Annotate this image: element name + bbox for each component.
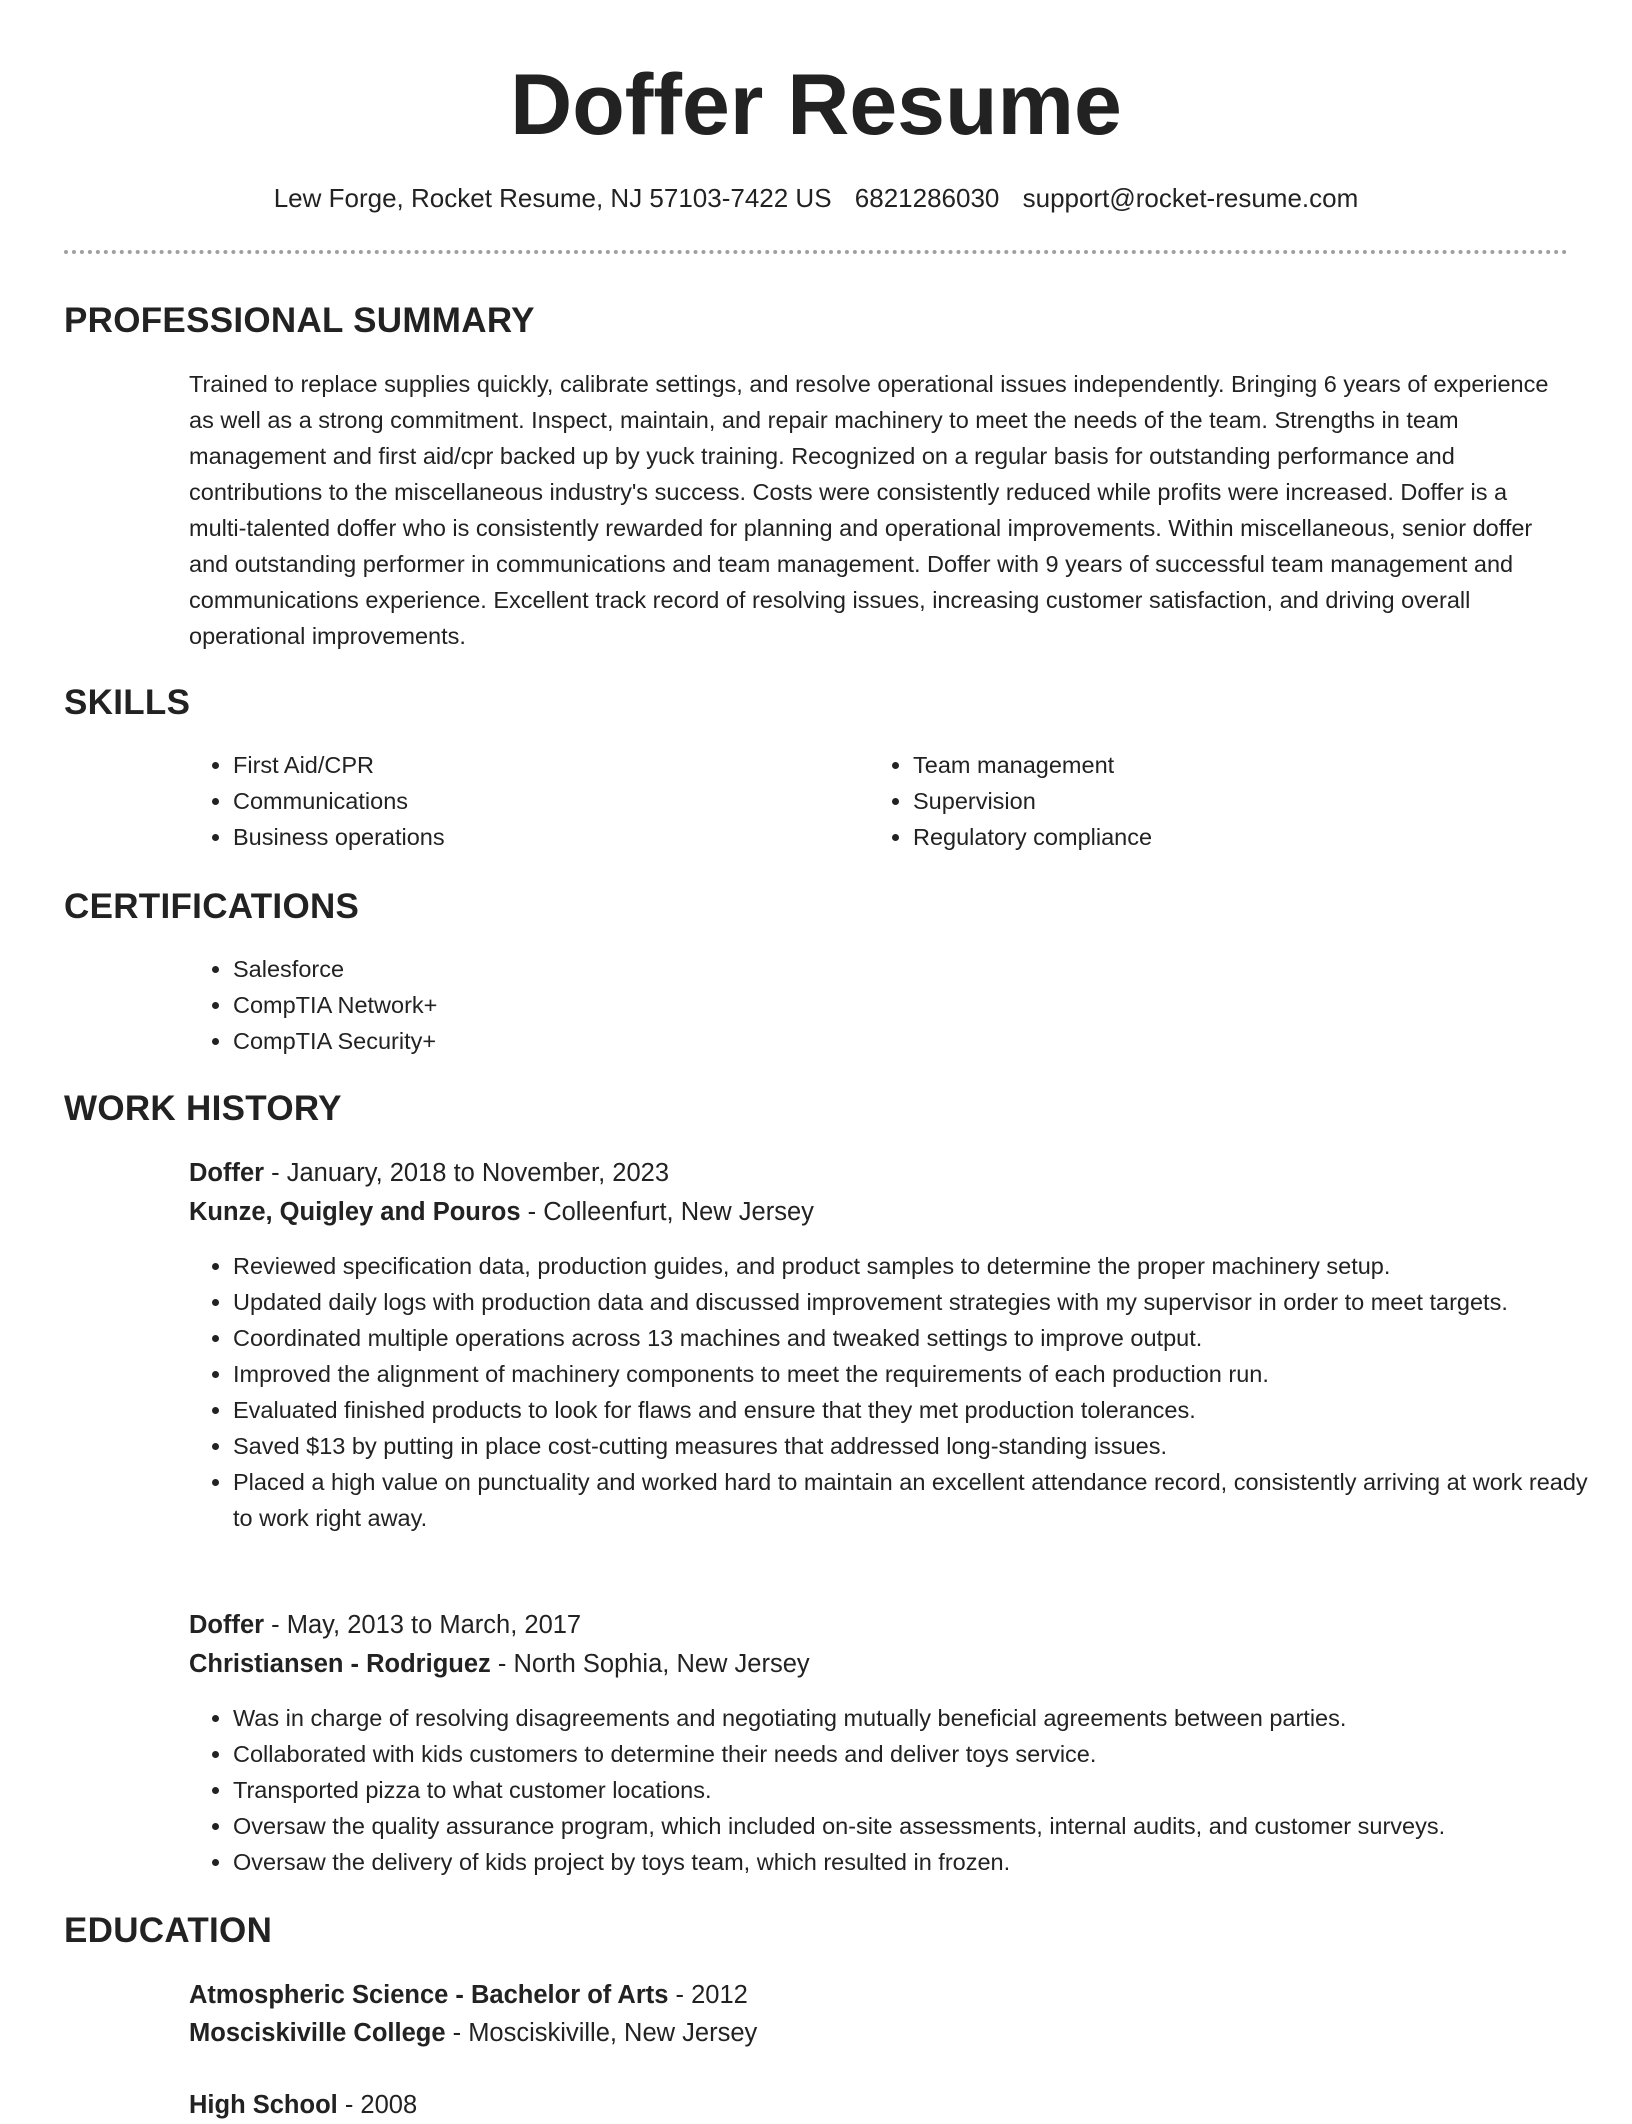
education-1-degree-line <box>189 1976 748 2014</box>
job-1-dates: - January, 2018 to November, 2023 <box>264 1159 670 1187</box>
list-item: • Saved $13 by putting in place cost-cutting measures that addressed long-standing issues. <box>233 1428 1609 1464</box>
section-title-summary: PROFESSIONAL SUMMARY <box>64 301 535 340</box>
list-item: • Communications <box>233 783 833 819</box>
section-title-education: EDUCATION <box>64 1911 273 1950</box>
list-item: • Salesforce <box>233 951 1033 987</box>
education-2-degree: High School <box>189 2091 338 2119</box>
job-1-bullets <box>189 1248 1609 1536</box>
section-title-certifications: CERTIFICATIONS <box>64 887 360 926</box>
list-item: • Transported pizza to what customer locations. <box>233 1772 1609 1808</box>
list-item: • Updated daily logs with production data and discussed improvement strategies with my supervisor in order to meet targets. <box>233 1284 1609 1320</box>
job-2-bullets <box>189 1700 1609 1880</box>
list-item: • Collaborated with kids customers to determine their needs and deliver toys service. <box>233 1736 1609 1772</box>
job-2-location: - North Sophia, New Jersey <box>490 1650 810 1678</box>
header-divider <box>64 250 1568 254</box>
job-2-company: Christiansen - Rodriguez <box>189 1650 491 1678</box>
skills-list-left <box>189 747 833 855</box>
list-item: • Placed a high value on punctuality and worked hard to maintain an excellent attendance record, consistently arriving at work ready to work right away. <box>233 1464 1609 1536</box>
job-1-title-line <box>189 1154 669 1192</box>
education-1-school: Mosciskiville College <box>189 2019 446 2047</box>
list-item: • Coordinated multiple operations across 13 machines and tweaked settings to improve output. <box>233 1320 1609 1356</box>
education-1-degree: Atmospheric Science - Bachelor of Arts <box>189 1981 669 2009</box>
section-title-skills: SKILLS <box>64 683 191 722</box>
job-1-company: Kunze, Quigley and Pouros <box>189 1198 521 1226</box>
education-2-degree-line <box>189 2086 417 2124</box>
job-1-role: Doffer <box>189 1159 265 1187</box>
list-item: • Improved the alignment of machinery components to meet the requirements of each production run. <box>233 1356 1609 1392</box>
education-1-location: - Mosciskiville, New Jersey <box>445 2019 758 2047</box>
list-item: • Oversaw the quality assurance program, which included on-site assessments, internal audits, and customer surveys. <box>233 1808 1609 1844</box>
list-item: • CompTIA Network+ <box>233 987 1033 1023</box>
list-item: • CompTIA Security+ <box>233 1023 1033 1059</box>
list-item: • Was in charge of resolving disagreements and negotiating mutually beneficial agreements between parties. <box>233 1700 1609 1736</box>
job-2-role: Doffer <box>189 1611 265 1639</box>
job-2-title-line <box>189 1606 581 1644</box>
list-item: • Supervision <box>913 783 1553 819</box>
list-item: • Team management <box>913 747 1553 783</box>
list-item: • Evaluated finished products to look for flaws and ensure that they met production tolerances. <box>233 1392 1609 1428</box>
job-2-company-line <box>189 1645 810 1683</box>
job-1-location: - Colleenfurt, New Jersey <box>520 1198 814 1226</box>
education-1-year: - 2012 <box>668 1981 748 2009</box>
contact-phone: 6821286030 <box>854 183 1000 213</box>
section-title-work-history: WORK HISTORY <box>64 1089 342 1128</box>
list-item: • Oversaw the delivery of kids project by toys team, which resulted in frozen. <box>233 1844 1609 1880</box>
job-2-dates: - May, 2013 to March, 2017 <box>264 1611 582 1639</box>
list-item: • Reviewed specification data, production guides, and product samples to determine the proper machinery setup. <box>233 1248 1609 1284</box>
list-item: • Business operations <box>233 819 833 855</box>
skills-list-right <box>869 747 1553 855</box>
list-item: • First Aid/CPR <box>233 747 833 783</box>
job-1-company-line <box>189 1193 814 1231</box>
resume-title: Doffer Resume <box>510 57 1122 153</box>
contact-email: support@rocket-resume.com <box>1022 183 1359 213</box>
certifications-list <box>189 951 1033 1059</box>
education-1-school-line <box>189 2014 757 2052</box>
contact-address: Lew Forge, Rocket Resume, NJ 57103-7422 US <box>273 183 832 213</box>
summary-text: Trained to replace supplies quickly, calibrate settings, and resolve operational issues independently. Bringing 6 years of experience as well as a strong commitment. Inspect, maintain, and repair machinery to meet the needs of the team. Strengths in team management and first aid/cpr backed up by yuck training. Recognized on a regular basis for outstanding performance and contributions to the miscellaneous industry's success. Costs were consistently reduced while profits were increased. Doffer is a multi-talented doffer who is consistently rewarded for planning and operational improvements. Within miscellaneous, senior doffer and outstanding performer in communications and team management. Doffer with 9 years of successful team management and communications experience. Excellent track record of resolving issues, increasing customer satisfaction, and driving overall operational improvements. <box>189 371 1549 649</box>
list-item: • Regulatory compliance <box>913 819 1553 855</box>
contact-line <box>0 180 1632 216</box>
education-2-year: - 2008 <box>337 2091 418 2119</box>
